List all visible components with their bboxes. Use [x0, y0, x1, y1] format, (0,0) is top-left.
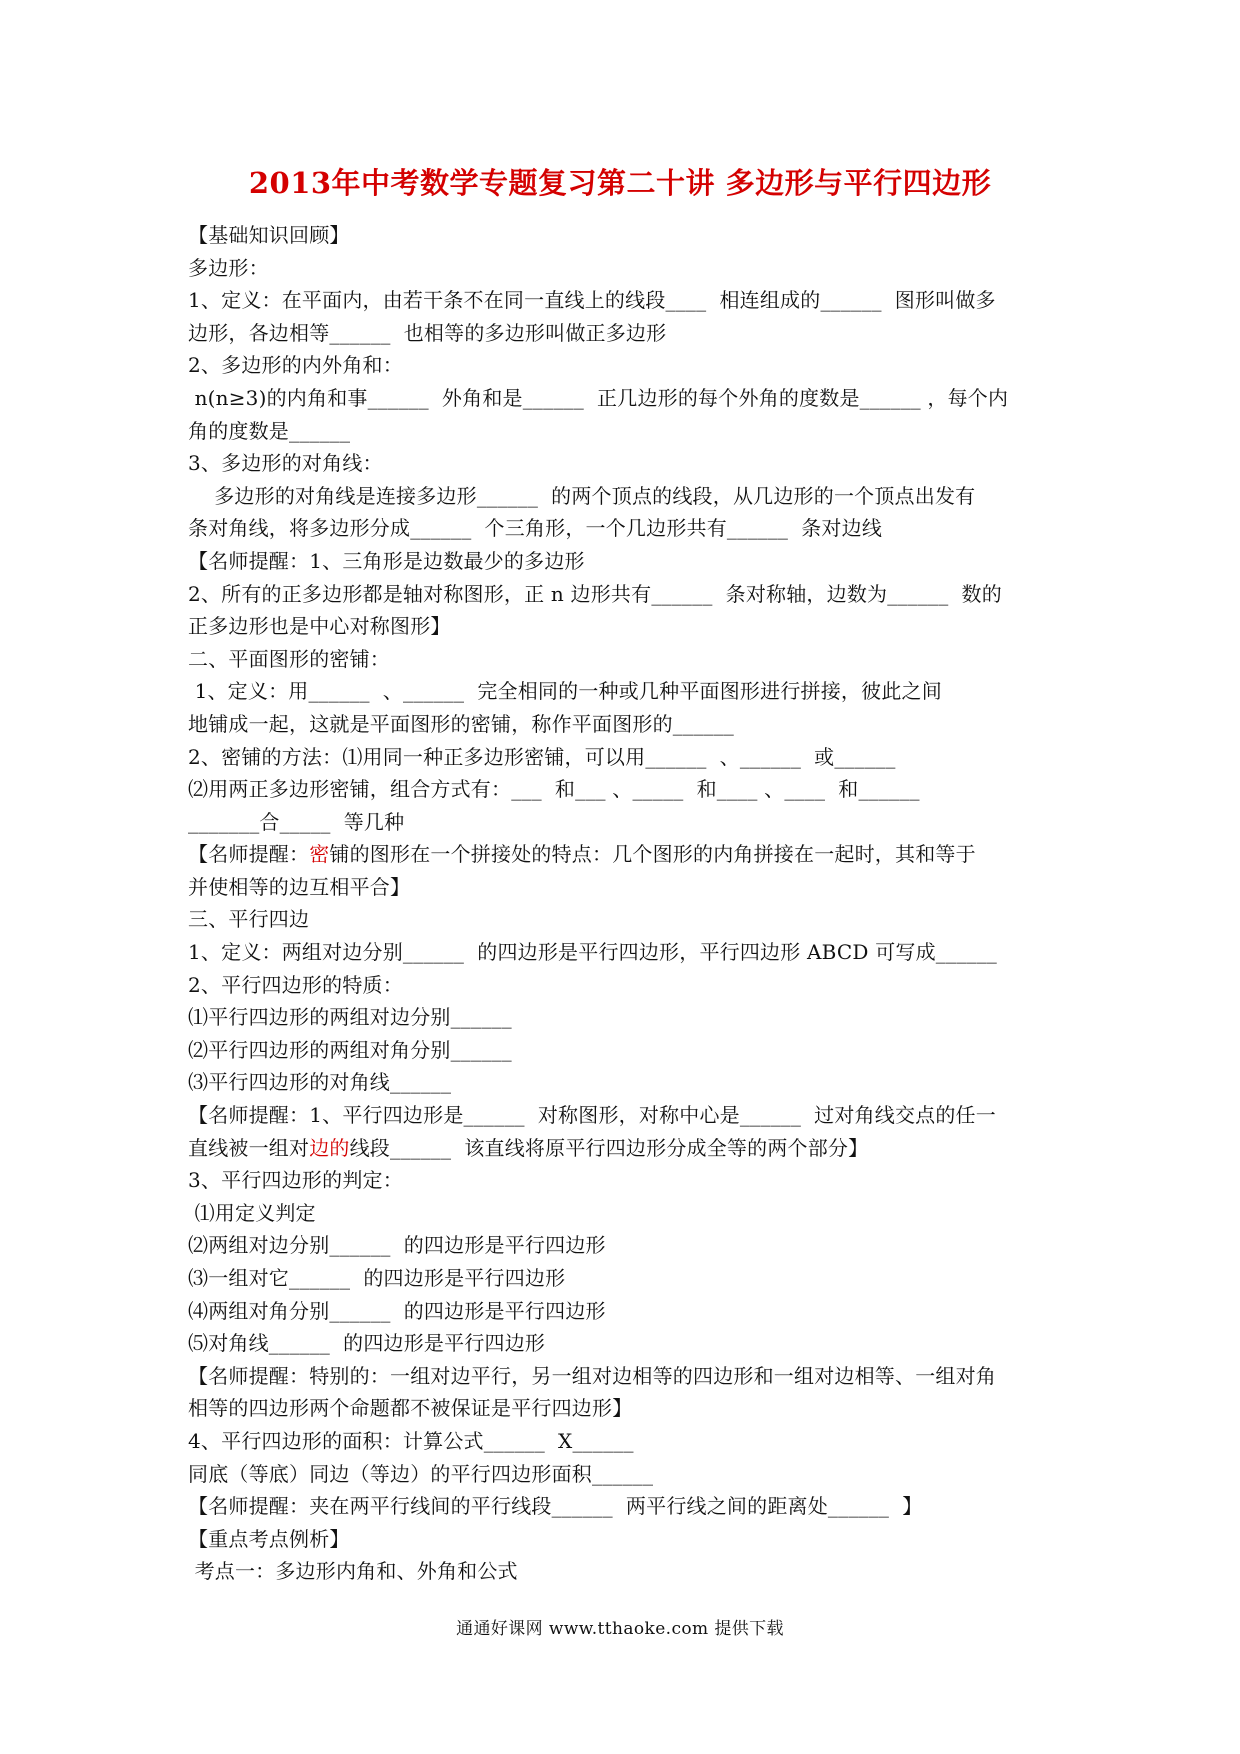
text-line [188, 675, 1062, 708]
text-line [188, 1197, 1062, 1230]
text-line [188, 1295, 1062, 1328]
text-segment: 三、平行四边 [188, 907, 310, 932]
text-line [188, 578, 1062, 611]
text-line [188, 741, 1062, 774]
text-line [188, 903, 1062, 936]
text-line [188, 1392, 1062, 1425]
text-segment: 【名师提醒：夹在两平行线间的平行线段______ 两平行线之间的距离处______ 】 [188, 1494, 923, 1519]
text-line [188, 1164, 1062, 1197]
text-segment: ⑴平行四边形的两组对边分别______ [188, 1005, 512, 1030]
document-body [188, 219, 1062, 1588]
text-line [188, 1001, 1062, 1034]
text-segment: ⑸对角线______ 的四边形是平行四边形 [188, 1331, 546, 1356]
text-line [188, 480, 1062, 513]
text-segment: 二、平面图形的密铺： [188, 646, 390, 671]
text-line [188, 1099, 1062, 1132]
text-segment: 【重点考点例析】 [188, 1526, 350, 1551]
text-segment: _______合_____ 等几种 [188, 809, 405, 834]
text-line [188, 838, 1062, 871]
text-segment: ⑶平行四边形的对角线______ [188, 1070, 452, 1095]
text-line [188, 1132, 1062, 1165]
text-line [188, 643, 1062, 676]
text-segment: 边形，各边相等______ 也相等的多边形叫做正多边形 [188, 320, 667, 345]
text-segment: 铺的图形在一个拼接处的特点：几个图形的内角拼接在一起时，其和等于 [329, 842, 976, 867]
text-segment: 考点一：多边形内角和、外角和公式 [188, 1559, 518, 1584]
text-segment: 4、平行四边形的面积：计算公式______ X______ [188, 1428, 634, 1453]
page-footer: 通通好课网 www.tthaoke.com 提供下载 [456, 1619, 784, 1639]
text-line [188, 382, 1062, 415]
text-segment: 多边形的对角线是连接多边形______ 的两个顶点的线段，从几边形的一个顶点出发有 [188, 483, 976, 508]
text-segment: 【名师提醒：1、三角形是边数最少的多边形 [188, 548, 585, 573]
text-line [188, 610, 1062, 643]
text-line [188, 1066, 1062, 1099]
text-line [188, 1229, 1062, 1262]
text-line [188, 545, 1062, 578]
text-line [188, 708, 1062, 741]
text-segment: 线段______ 该直线将原平行四边形分成全等的两个部分】 [349, 1135, 869, 1160]
text-segment: 1、定义：两组对边分别______ 的四边形是平行四边形，平行四边形 ABCD 可写成______ [188, 940, 998, 965]
text-segment: ⑷两组对角分别______ 的四边形是平行四边形 [188, 1298, 606, 1323]
text-line [188, 871, 1062, 904]
text-line [188, 252, 1062, 285]
text-segment: 1、定义：在平面内，由若干条不在同一直线上的线段____ 相连组成的______ 图形叫做多 [188, 288, 996, 313]
text-segment: 2、多边形的内外角和： [188, 353, 403, 378]
text-line [188, 936, 1062, 969]
text-segment: 条对角线，将多边形分成______ 个三角形，一个几边形共有______ 条对边线 [188, 516, 883, 541]
text-line [188, 1425, 1062, 1458]
text-segment: 直线被一组对 [188, 1135, 310, 1160]
text-segment: ⑵用两正多边形密铺，组合方式有：___ 和___ 、_____ 和____ 、____ 和______ [188, 777, 920, 802]
text-segment: 多边形： [188, 255, 269, 280]
text-line [188, 1523, 1062, 1556]
text-segment: ⑵平行四边形的两组对角分别______ [188, 1037, 512, 1062]
text-line [188, 1327, 1062, 1360]
text-segment: 地铺成一起，这就是平面图形的密铺，称作平面图形的______ [188, 711, 734, 736]
text-line [188, 1458, 1062, 1491]
text-line [188, 969, 1062, 1002]
text-segment: 【基础知识回顾】 [188, 223, 350, 247]
highlighted-text: 密 [309, 842, 330, 867]
text-segment: 【名师提醒： [188, 842, 310, 867]
text-line [188, 447, 1062, 480]
text-line [188, 773, 1062, 806]
text-segment: 角的度数是______ [188, 418, 351, 443]
text-line [188, 219, 1062, 252]
text-segment: 2、所有的正多边形都是轴对称图形，正 n 边形共有______ 条对称轴，边数为______ 数的 [188, 581, 1002, 606]
text-segment: ⑶一组对它______ 的四边形是平行四边形 [188, 1266, 566, 1290]
text-line [188, 1262, 1062, 1295]
text-line [188, 512, 1062, 545]
text-line [188, 1555, 1062, 1588]
text-line [188, 349, 1062, 382]
text-segment: 同底（等底）同边（等边）的平行四边形面积______ [188, 1461, 654, 1486]
text-line [188, 1034, 1062, 1067]
highlighted-text: 边的 [309, 1135, 350, 1160]
text-line [188, 1490, 1062, 1523]
text-segment: 【名师提醒：1、平行四边形是______ 对称图形，对称中心是______ 过对角线交点的任一 [188, 1103, 996, 1128]
text-segment: 2、密铺的方法：⑴用同一种正多边形密铺，可以用______ 、______ 或______ [188, 744, 896, 769]
text-segment: 3、平行四边形的判定： [188, 1168, 403, 1193]
text-segment: ⑴用定义判定 [188, 1200, 316, 1225]
text-segment: 相等的四边形两个命题都不被保证是平行四边形】 [188, 1396, 633, 1421]
text-segment: 并使相等的边互相平合】 [188, 874, 411, 899]
text-line [188, 317, 1062, 350]
text-line [188, 284, 1062, 317]
text-segment: 1、定义：用______ 、______ 完全相同的一种或几种平面图形进行拼接，彼此之间 [188, 679, 942, 704]
text-line [188, 806, 1062, 839]
text-segment: 3、多边形的对角线： [188, 451, 383, 476]
text-line [188, 415, 1062, 448]
text-segment: 2、平行四边形的特质： [188, 972, 403, 997]
text-segment: n(n≥3)的内角和事______ 外角和是______ 正几边形的每个外角的度数是______ ，每个内 [188, 385, 1009, 410]
document-title: 2013年中考数学专题复习第二十讲 多边形与平行四边形 [248, 166, 992, 200]
text-segment: ⑵两组对边分别______ 的四边形是平行四边形 [188, 1233, 606, 1258]
text-segment: 【名师提醒：特别的：一组对边平行，另一组对边相等的四边形和一组对边相等、一组对角 [188, 1363, 996, 1388]
text-line [188, 1360, 1062, 1393]
text-segment: 正多边形也是中心对称图形】 [188, 614, 451, 639]
